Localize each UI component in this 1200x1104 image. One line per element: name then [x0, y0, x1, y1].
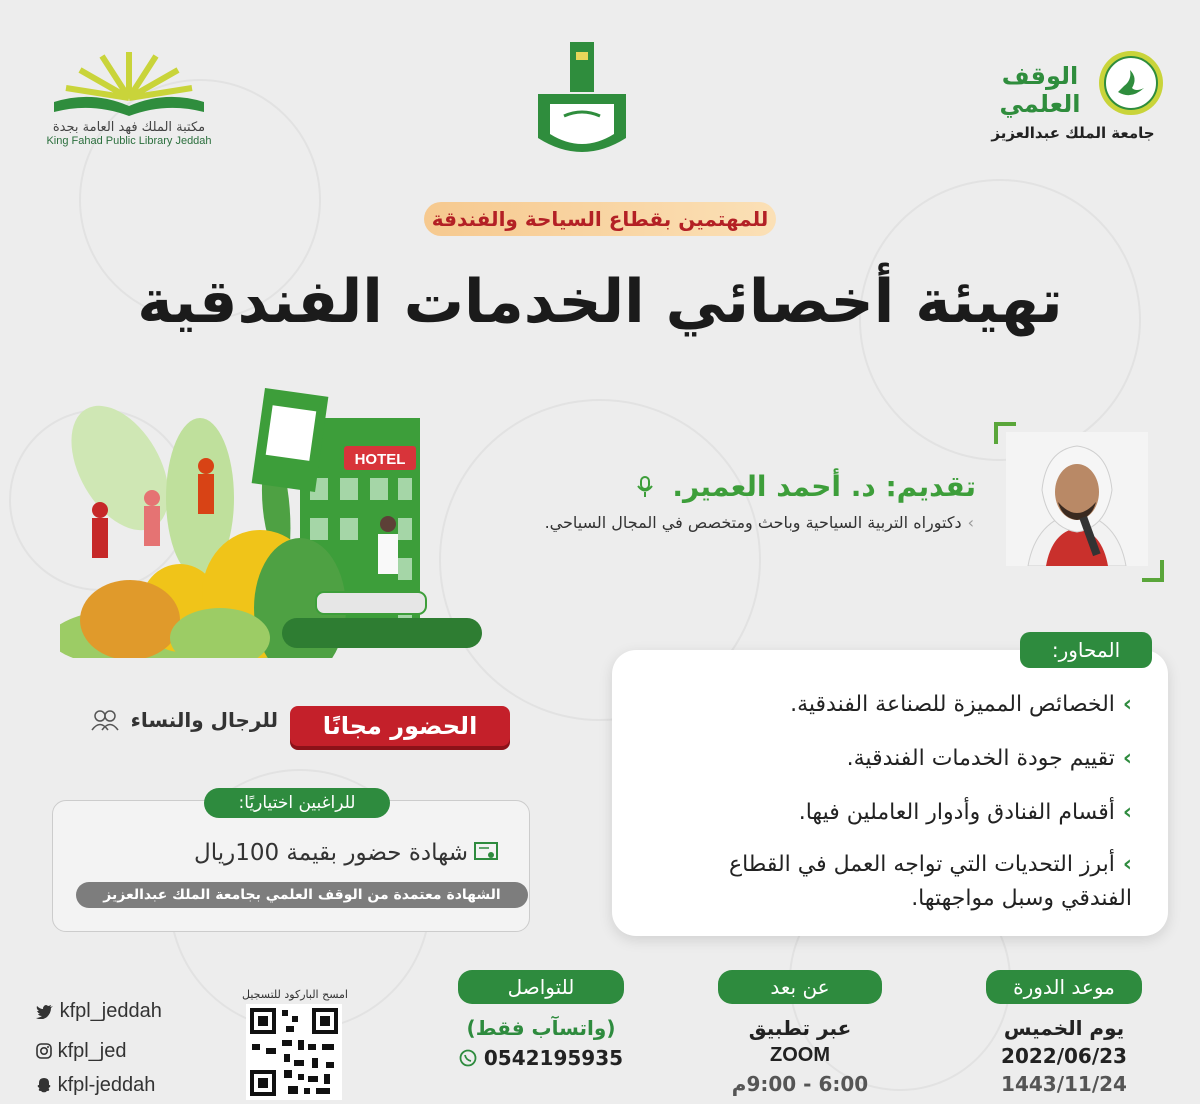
bullet-icon: ›	[967, 513, 974, 532]
university-logo	[530, 38, 634, 158]
whatsapp-icon	[459, 1049, 477, 1067]
open-book-sun-icon	[44, 46, 214, 116]
twitter-icon	[36, 1003, 54, 1019]
audience-tagline: للمهتمين بقطاع السياحة والفندقة	[424, 202, 776, 236]
remote-time: 6:00 - 9:00م	[731, 1072, 869, 1096]
certificate-icon	[474, 841, 500, 863]
speaker-photo	[1006, 432, 1148, 566]
contact-phone[interactable]: 0542195935	[448, 1046, 634, 1070]
remote-app: ZOOM	[770, 1044, 830, 1066]
contact-label: للتواصل	[458, 970, 624, 1004]
qr-code[interactable]	[246, 1004, 342, 1100]
waqf-emblem-icon	[1096, 48, 1166, 118]
waqf-name: الوقف العلمي	[999, 62, 1081, 118]
schedule-label: موعد الدورة	[986, 970, 1142, 1004]
library-name-en: King Fahad Public Library Jeddah	[46, 135, 212, 147]
people-icon	[90, 709, 120, 731]
bullet-icon: ›	[1122, 692, 1132, 717]
free-attendance-badge: الحضور مجانًا	[290, 706, 510, 746]
whatsapp-only-label: (واتسآب فقط)	[466, 1016, 616, 1040]
certificate-card	[52, 800, 530, 932]
snapchat-icon	[36, 1077, 52, 1093]
topic-item: ›تقييم جودة الخدمات الفندقية.	[846, 746, 1132, 771]
certificate-text: شهادة حضور بقيمة 100ريال	[80, 840, 500, 866]
schedule-day: يوم الخميس	[1003, 1016, 1125, 1040]
instagram-handle[interactable]: kfpl_jed	[36, 1040, 127, 1063]
speaker-name: تقديم: د. أحمد العمير.	[633, 470, 976, 503]
speaker-bio: ›دكتوراه التربية السياحية وباحث ومتخصص في المجال السياحي.	[544, 513, 974, 532]
library-name-ar: مكتبة الملك فهد العامة بجدة	[52, 120, 206, 135]
bullet-icon: ›	[1122, 852, 1132, 877]
page-title: تهيئة أخصائي الخدمات الفندقية	[137, 267, 1063, 337]
topic-item: ›أبرز التحديات التي تواجه العمل في القطاع	[728, 852, 1132, 877]
certificate-heading: للراغبين اختياريًا:	[204, 788, 390, 818]
topic-item-continued: الفندقي وسبل مواجهتها.	[911, 886, 1132, 911]
microphone-icon	[633, 475, 657, 499]
twitter-handle[interactable]: kfpl_jeddah	[36, 1000, 162, 1023]
remote-label: عن بعد	[718, 970, 882, 1004]
instagram-icon	[36, 1043, 52, 1059]
hotel-sign: HOTEL	[354, 451, 406, 468]
bullet-icon: ›	[1122, 800, 1132, 825]
schedule-date-hijri: 1443/11/24	[1001, 1072, 1127, 1096]
schedule-date-gregorian: 2022/06/23	[1001, 1044, 1127, 1068]
remote-via: عبر تطبيق	[748, 1016, 852, 1040]
certificate-note: الشهادة معتمدة من الوقف العلمي بجامعة الملك عبدالعزيز	[76, 882, 528, 908]
topic-item: ›أقسام الفنادق وأدوار العاملين فيها.	[798, 800, 1132, 825]
topic-item: ›الخصائص المميزة للصناعة الفندقية.	[790, 692, 1132, 717]
topics-heading: المحاور:	[1020, 632, 1152, 668]
bullet-icon: ›	[1122, 746, 1132, 771]
hotel-illustration	[60, 388, 520, 658]
photo-corner-decoration	[1142, 560, 1164, 582]
snapchat-handle[interactable]: kfpl-jeddah	[36, 1074, 155, 1097]
audience-label: للرجال والنساء	[78, 708, 278, 732]
university-name: جامعة الملك عبدالعزيز	[991, 124, 1155, 142]
qr-label: امسح الباركود للتسجيل	[242, 988, 348, 1001]
library-logo	[44, 46, 214, 156]
waqf-logo	[980, 48, 1170, 148]
